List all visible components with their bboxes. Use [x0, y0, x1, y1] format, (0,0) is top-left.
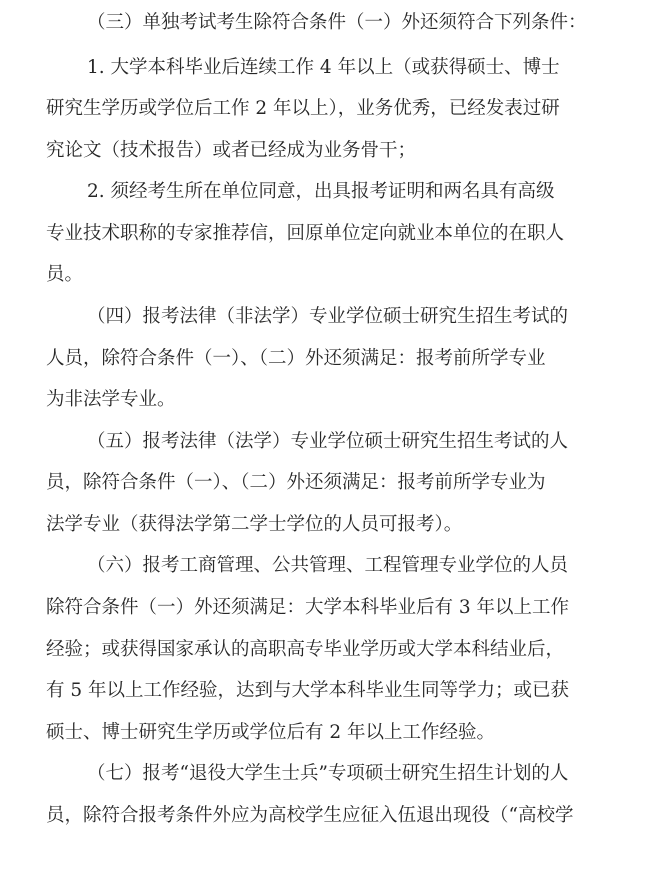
item-1-line-2: 研究生学历或学位后工作 2 年以上），业务优秀，已经发表过研 — [46, 98, 560, 119]
paragraph-6-line-3: 经验；或获得国家承认的高职高专毕业学历或大学本科结业后， — [46, 639, 565, 660]
item-2-line-3: 员。 — [46, 264, 84, 285]
paragraph-6-line-5: 硕士、博士研究生学历或学位后有 2 年以上工作经验。 — [46, 722, 496, 743]
item-1-line-1: 1. 大学本科毕业后连续工作 4 年以上（或获得硕士、博士 — [87, 57, 560, 78]
paragraph-5-line-3: 法学专业（获得法学第二学士学位的人员可报考）。 — [46, 514, 463, 535]
item-2-line-1: 2. 须经考生所在单位同意，出具报考证明和两名具有高级 — [87, 181, 555, 202]
item-1-line-3: 究论文（技术报告）或者已经成为业务骨干； — [46, 140, 417, 161]
paragraph-5-line-2: 员，除符合条件（一）、（二）外还须满足：报考前所学专业为 — [46, 472, 546, 493]
paragraph-3-line-1: （三）单独考试考生除符合条件（一）外还须符合下列条件： — [87, 12, 587, 33]
paragraph-6-line-2: 除符合条件（一）外还须满足：大学本科毕业后有 3 年以上工作 — [46, 597, 570, 618]
paragraph-4-line-2: 人员，除符合条件（一）、（二）外还须满足：报考前所学专业 — [46, 348, 546, 369]
paragraph-4-line-1: （四）报考法律（非法学）专业学位硕士研究生招生考试的 — [87, 306, 569, 327]
paragraph-4-line-3: 为非法学专业。 — [46, 389, 176, 410]
paragraph-6-line-4: 有 5 年以上工作经验，达到与大学本科毕业生同等学力；或已获 — [46, 680, 570, 701]
paragraph-7-line-2: 员，除符合报考条件外应为高校学生应征入伍退出现役（“高校学 — [46, 805, 574, 826]
paragraph-7-line-1: （七）报考“退役大学生士兵”专项硕士研究生招生计划的人 — [87, 763, 569, 784]
paragraph-5-line-1: （五）报考法律（法学）专业学位硕士研究生招生考试的人 — [87, 431, 569, 452]
paragraph-6-line-1: （六）报考工商管理、公共管理、工程管理专业学位的人员 — [87, 555, 569, 576]
item-2-line-2: 专业技术职称的专家推荐信，回原单位定向就业本单位的在职人 — [46, 223, 565, 244]
